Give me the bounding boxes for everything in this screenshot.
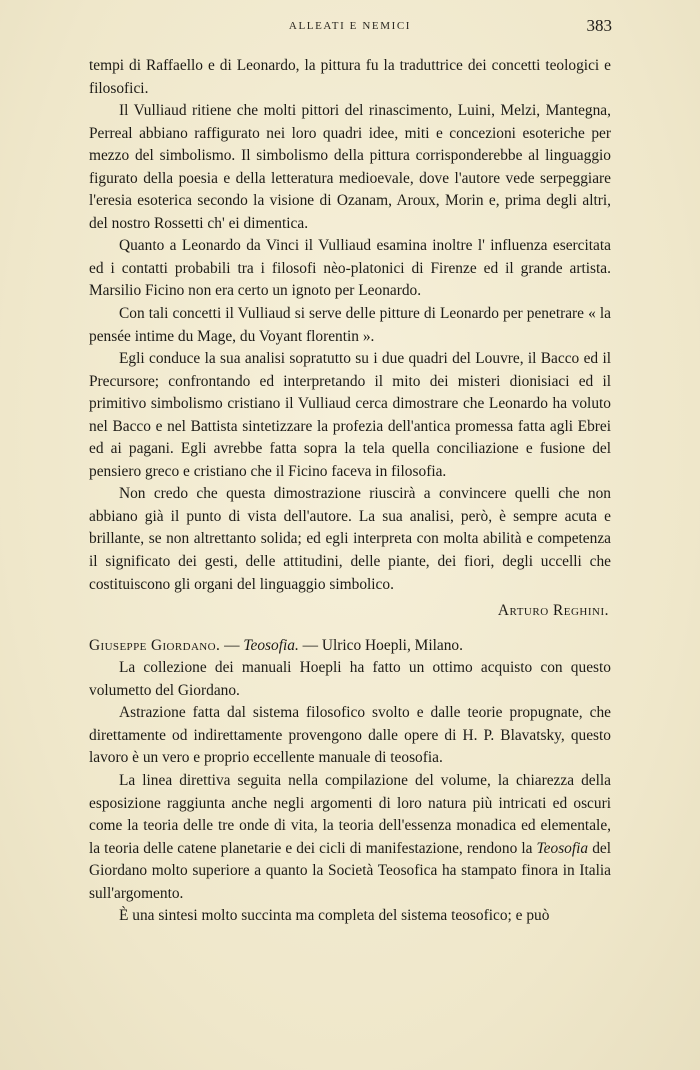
paragraph-text: del Giordano molto superiore a quanto la Società Teosofica ha stampato finora in Italia sull'argomento.	[89, 839, 611, 902]
page-body	[89, 55, 611, 928]
paragraph	[89, 770, 611, 905]
paragraph-text: La linea direttiva seguita nella compilazione del volume, la chiarezza della esposizione raggiunta anche negli argomenti di loro natura più intricati ed oscuri come la teoria delle tre onde di vita, la teoria dell'essenza monadica ed elementale, la teoria delle catene planetarie e dei cicli di manifestazione, rendono la	[89, 771, 611, 857]
paragraph: tempi di Raffaello e di Leonardo, la pittura fu la traduttrice dei concetti teologici e filosofici.	[89, 57, 611, 97]
paragraph: Quanto a Leonardo da Vinci il Vulliaud esamina inoltre l' influenza esercitata ed i contatti probabili tra i filosofi nèo-platonici di Firenze ed il grande artista. Marsilio Ficino non era certo un ignoto per Leonardo.	[89, 237, 611, 300]
page-header	[0, 14, 700, 40]
review-signature: Arturo Reghini.	[497, 602, 609, 620]
review-author: Giuseppe Giordano.	[89, 636, 221, 654]
review-heading	[89, 635, 611, 658]
review-separator: —	[298, 636, 322, 654]
running-head: ALLEATI E NEMICI	[288, 20, 412, 32]
review-book-title: Teosofia.	[243, 636, 299, 654]
paragraph: Astrazione fatta dal sistema filosofico svolto e dalle teorie propugnate, che direttamente od indirettamente provengono dalle opere di H. P. Blavatsky, questo lavoro è un vero e proprio eccellente manuale di teosofia.	[89, 704, 611, 767]
review-separator: —	[220, 636, 244, 654]
review-publisher: Ulrico Hoepli, Milano.	[321, 636, 463, 654]
paragraph: Il Vulliaud ritiene che molti pittori del rinascimento, Luini, Melzi, Mantegna, Perreal abbiano raffigurato nei loro quadri idee, miti e concezioni esoteriche per mezzo del simbolismo. Il simbolismo della pittura corrisponderebbe al linguaggio figurato della poesia e della letteratura medioevale, dove l'autore vede serpeggiare l'eresia esoterica secondo la visione di Ozanam, Aroux, Morin e, prima degli altri, del nostro Rossetti ch' ei dimentica.	[89, 102, 611, 232]
paragraph: È una sintesi molto succinta ma completa del sistema teosofico; e può	[119, 907, 550, 925]
book-title-inline: Teosofia	[536, 839, 589, 857]
paragraph: Con tali concetti il Vulliaud si serve delle pitture di Leonardo per penetrare « la pensée intime du Mage, du Voyant florentin ».	[89, 305, 611, 345]
paragraph: La collezione dei manuali Hoepli ha fatto un ottimo acquisto con questo volumetto del Giordano.	[89, 659, 611, 699]
paragraph: Egli conduce la sua analisi sopratutto su i due quadri del Louvre, il Bacco ed il Precursore; confrontando ed interpretando il mito dei misteri dionisiaci ed il primitivo simbolismo cristiano il Vulliaud cerca dimostrare che Leonardo ha voluto nel Bacco e nel Battista sintetizzare la profezia dell'antica promessa fatta agli Ebrei ed ai pagani. Egli avrebbe fatta sopra la tela quella conciliazione e fusione del pensiero greco e cristiano che il Ficino faceva in filosofia.	[89, 350, 611, 480]
paragraph: Non credo che questa dimostrazione riuscirà a convincere quelli che non abbiano già il punto di vista dell'autore. La sua analisi, però, è sempre acuta e brillante, se non altrettanto solida; ed egli interpreta con molta abilità e competenza il significato dei gesti, delle attitudini, delle piante, dei fiori, degli uccelli che costituiscono gli organi del linguaggio simbolico.	[89, 485, 611, 593]
page-number: 383	[586, 16, 612, 35]
